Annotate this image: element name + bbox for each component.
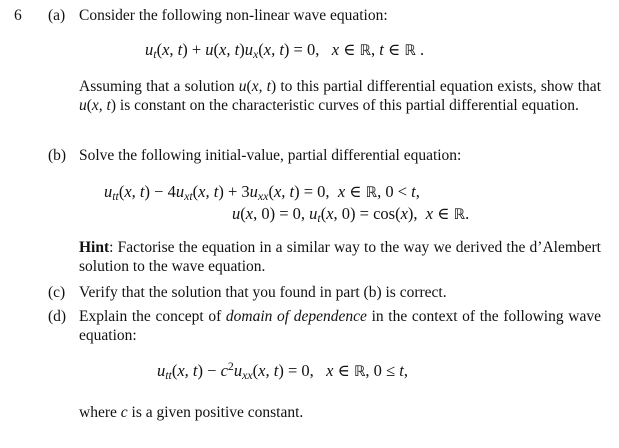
part-c-text: Verify that the solution that you found in part (b) is correct. [79, 284, 447, 301]
part-d-text-before: Explain the concept of [79, 308, 226, 325]
part-a-equation: $u_t(x$, t) + u(x, $t)u_x(x$, t) = 0, x ∈ ℝ, t ∈ ℝ . [145, 40, 425, 61]
part-d-text [79, 307, 601, 345]
part-b-hint [79, 238, 601, 276]
part-a-intro: Consider the following non-linear wave equation: [79, 7, 388, 24]
part-b-equation-line1: $u_{tt}(x$, $t) - 4u_{xt}(x$, $t) + 3u_{xx}(x$, t) = 0, x ∈ ℝ, 0 < t, [104, 182, 420, 203]
part-d-text-after: in the context of the following wave equation: [79, 308, 601, 344]
part-a-text: Assuming that a solution u(x, t) to this partial differential equation exists, show that u(x, t) is constant on the characteristic curves of this partial differential equation. [79, 78, 601, 114]
part-d-equation: $u_{tt}(x$, $t) - c^2u_{xx}(x$, t) = 0, x ∈ ℝ, 0 ≤ t, [157, 359, 408, 382]
part-d-closing: where c is a given positive constant. [79, 404, 304, 421]
hint-label: Hint [79, 239, 110, 256]
question-number: 6 [14, 7, 22, 24]
part-b-equation-line2: u(x, 0) = 0, $u_t(x$, 0) = cos(x), x ∈ ℝ. [232, 204, 470, 225]
part-d-label: (d) [48, 308, 67, 325]
part-a-label: (a) [48, 7, 66, 24]
part-b-label: (b) [48, 147, 67, 164]
part-c-label: (c) [48, 284, 66, 301]
hint-text: : Factorise the equation in a similar way to the way we derived the d’Alembert solution to the wave equation. [79, 239, 601, 275]
part-b-intro: Solve the following initial-value, partial differential equation: [79, 147, 462, 164]
domain-of-dependence-term: domain of dependence [225, 308, 367, 325]
